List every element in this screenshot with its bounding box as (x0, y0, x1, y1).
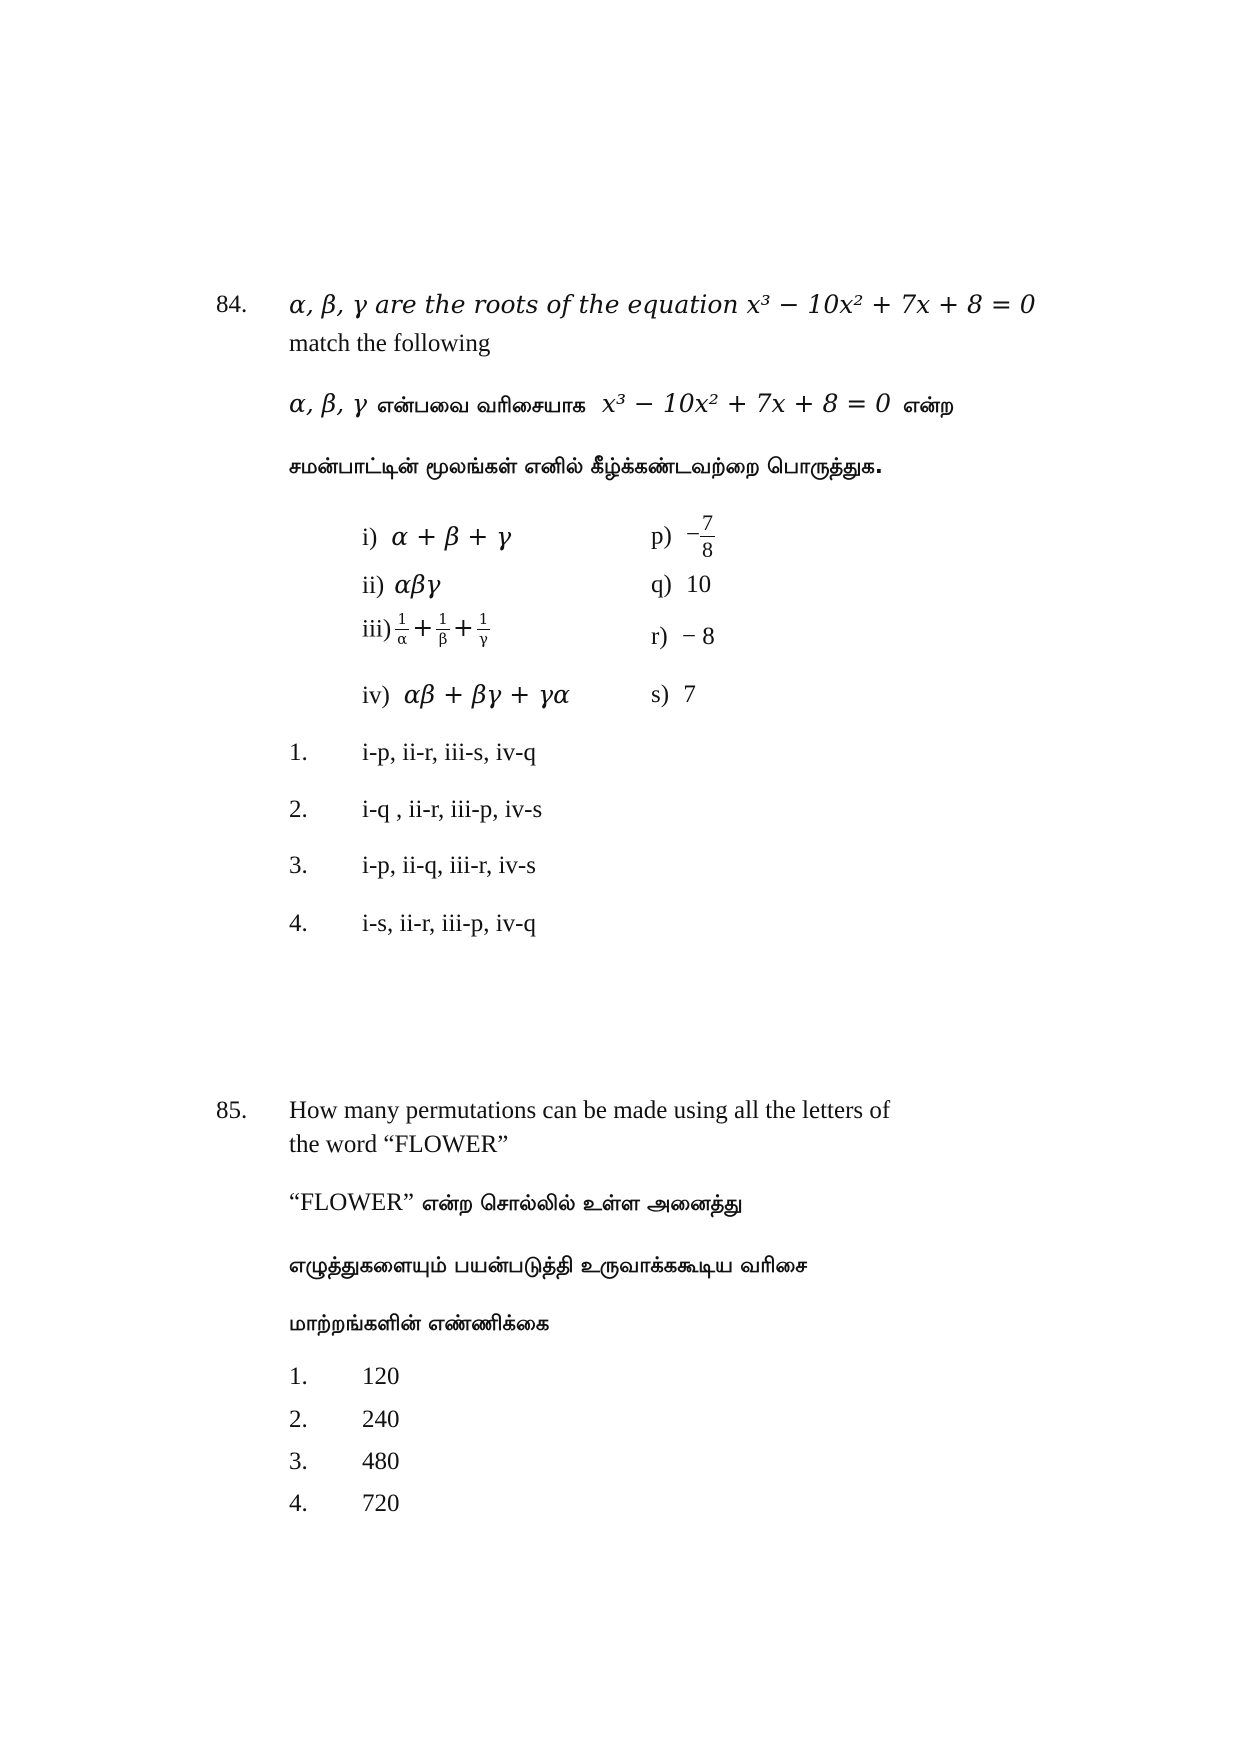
option-number: 1. (289, 1363, 308, 1390)
option-number: 4. (289, 910, 308, 937)
match-item (651, 623, 715, 651)
match-item (651, 681, 696, 709)
item-value: − $\frac{7}{8}$ (685, 510, 713, 562)
item-label: i) (362, 524, 378, 551)
option-text[interactable]: 120 (362, 1363, 400, 1390)
option-text[interactable]: 240 (362, 1406, 400, 1433)
match-item (362, 570, 441, 600)
question-text-english-line2: match the following (289, 330, 491, 357)
option-text[interactable]: i-q , ii-r, iii-p, iv-s (362, 796, 543, 823)
item-label: iv) (362, 682, 390, 709)
question-text-tamil-line3: மாற்றங்களின் எண்ணிக்கை (289, 1311, 550, 1335)
match-item (362, 680, 570, 710)
option-number: 2. (289, 796, 308, 823)
match-item (362, 522, 511, 552)
option-number: 3. (289, 852, 308, 879)
item-value: − 8 (681, 623, 715, 650)
question-text-tamil (289, 389, 954, 420)
item-label: p) (651, 522, 672, 550)
item-expression: α + β + γ (391, 522, 512, 551)
tamil-text: என்ற சொல்லில் உள்ள அனைத்து (421, 1191, 743, 1215)
match-item (362, 612, 490, 647)
question-number: 85. (216, 1097, 248, 1124)
option-text[interactable]: i-p, ii-r, iii-s, iv-q (362, 739, 536, 766)
item-value: 10 (686, 571, 712, 598)
option-text[interactable]: 480 (362, 1448, 400, 1475)
item-label: ii) (362, 572, 385, 599)
item-label: q) (651, 571, 672, 598)
question-text-tamil-line2: எழுத்துகளையும் பயன்படுத்தி உருவாக்ககூடிய வரிசை (289, 1253, 807, 1277)
option-number: 4. (289, 1490, 308, 1517)
option-number: 2. (289, 1406, 308, 1433)
option-number: 3. (289, 1448, 308, 1475)
match-item (651, 571, 711, 599)
item-expression: αβ + βγ + γα (403, 680, 571, 709)
item-expression: $\frac{1}{\alpha}$ + $\frac{1}{\beta}$ + $\frac{1}{\gamma}$ (397, 610, 489, 648)
item-expression: αβγ (394, 570, 441, 599)
question-text-english-line2: the word “FLOWER” (289, 1131, 509, 1158)
tamil-text: என்பவை வரிசையாக (377, 393, 586, 417)
question-text-tamil (289, 1189, 743, 1218)
quoted-word: “FLOWER” (289, 1189, 414, 1216)
option-text[interactable]: i-s, ii-r, iii-p, iv-q (362, 910, 536, 937)
question-number: 84. (216, 291, 248, 318)
roots-symbols: α, β, γ (289, 389, 368, 418)
item-label: iii) (362, 615, 392, 643)
item-value: 7 (683, 681, 696, 708)
option-text[interactable]: 720 (362, 1490, 400, 1517)
equation: x³ − 10x² + 7x + 8 = 0 (746, 290, 1036, 319)
option-number: 1. (289, 739, 308, 766)
item-label: s) (651, 681, 670, 708)
question-text-english (289, 290, 1036, 319)
question-text-tamil-line2: சமன்பாட்டின் மூலங்கள் எனில் கீழ்க்கண்டவற்றை பொருத்துக. (289, 454, 883, 478)
equation: x³ − 10x² + 7x + 8 = 0 (601, 389, 892, 418)
question-text-english: How many permutations can be made using all the letters of (289, 1097, 891, 1124)
item-label: r) (651, 623, 668, 650)
tamil-text: என்ற (903, 393, 955, 417)
question-prefix: α, β, γ are the roots of the equation (289, 290, 747, 319)
option-text[interactable]: i-p, ii-q, iii-r, iv-s (362, 852, 536, 879)
match-item (651, 512, 715, 561)
